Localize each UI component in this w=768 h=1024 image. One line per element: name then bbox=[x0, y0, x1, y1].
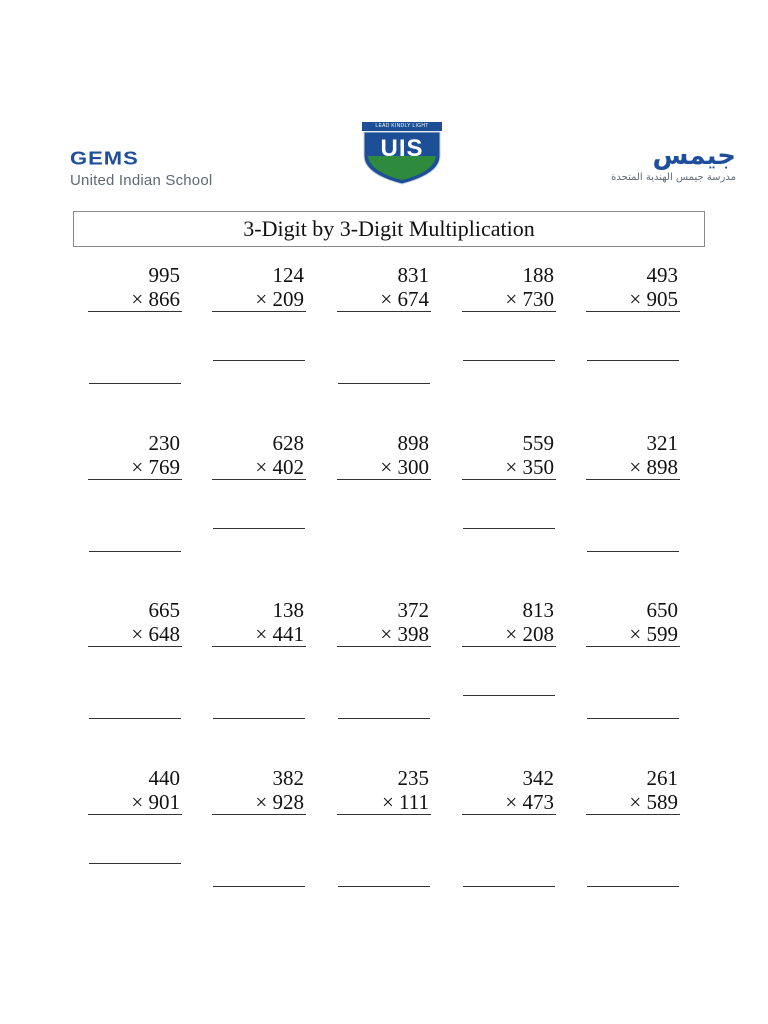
multiplication-problem bbox=[212, 263, 306, 312]
multiplier: × 901 bbox=[88, 790, 182, 815]
multiplication-problem bbox=[462, 766, 556, 815]
multiplier: × 350 bbox=[462, 455, 556, 480]
multiplicand: 650 bbox=[646, 598, 678, 622]
answer-line[interactable] bbox=[587, 886, 679, 887]
multiplier: × 928 bbox=[212, 790, 306, 815]
multiplicand: 230 bbox=[148, 431, 180, 455]
multiplicand: 382 bbox=[272, 766, 304, 790]
multiplicand: 813 bbox=[522, 598, 554, 622]
multiplier: × 300 bbox=[337, 455, 431, 480]
multiplication-problem bbox=[337, 766, 431, 815]
multiplier: × 730 bbox=[462, 287, 556, 312]
multiplicand: 831 bbox=[397, 263, 429, 287]
multiplicand: 440 bbox=[148, 766, 180, 790]
multiplier: × 398 bbox=[337, 622, 431, 647]
multiplicand: 493 bbox=[646, 263, 678, 287]
multiplication-problem bbox=[337, 598, 431, 647]
answer-line[interactable] bbox=[213, 360, 305, 361]
answer-line[interactable] bbox=[338, 718, 430, 719]
multiplier: × 898 bbox=[586, 455, 680, 480]
multiplication-problem bbox=[586, 263, 680, 312]
multiplicand: 995 bbox=[148, 263, 180, 287]
multiplicand: 321 bbox=[646, 431, 678, 455]
answer-line[interactable] bbox=[338, 886, 430, 887]
answer-line[interactable] bbox=[89, 551, 181, 552]
multiplier: × 208 bbox=[462, 622, 556, 647]
answer-line[interactable] bbox=[89, 863, 181, 864]
multiplicand: 372 bbox=[397, 598, 429, 622]
uis-logo-text: UIS bbox=[380, 135, 424, 162]
answer-line[interactable] bbox=[463, 528, 555, 529]
gems-logo-subtitle: United Indian School bbox=[70, 172, 213, 189]
answer-line[interactable] bbox=[89, 383, 181, 384]
answer-line[interactable] bbox=[463, 360, 555, 361]
multiplier: × 769 bbox=[88, 455, 182, 480]
multiplicand: 188 bbox=[522, 263, 554, 287]
multiplier: × 905 bbox=[586, 287, 680, 312]
uis-logo-tagline: LEAD KINDLY LIGHT bbox=[375, 123, 429, 129]
multiplicand: 628 bbox=[272, 431, 304, 455]
multiplier: × 209 bbox=[212, 287, 306, 312]
multiplicand: 342 bbox=[522, 766, 554, 790]
arabic-logo-subtitle: مدرسة جيمس الهندية المتحدة bbox=[611, 172, 736, 183]
multiplicand: 124 bbox=[272, 263, 304, 287]
multiplicand: 559 bbox=[522, 431, 554, 455]
multiplicand: 898 bbox=[397, 431, 429, 455]
answer-line[interactable] bbox=[463, 886, 555, 887]
multiplication-problem bbox=[212, 766, 306, 815]
multiplication-problem bbox=[586, 766, 680, 815]
multiplier: × 441 bbox=[212, 622, 306, 647]
multiplier: × 111 bbox=[337, 790, 431, 815]
answer-line[interactable] bbox=[587, 551, 679, 552]
multiplication-problem bbox=[462, 263, 556, 312]
multiplication-problem bbox=[586, 431, 680, 480]
multiplier: × 866 bbox=[88, 287, 182, 312]
multiplication-problem bbox=[88, 598, 182, 647]
multiplication-problem bbox=[337, 431, 431, 480]
multiplicand: 261 bbox=[646, 766, 678, 790]
multiplier: × 402 bbox=[212, 455, 306, 480]
gems-logo-word: GEMS bbox=[70, 147, 139, 169]
worksheet-title: 3-Digit by 3-Digit Multiplication bbox=[73, 211, 705, 247]
multiplication-problem bbox=[88, 766, 182, 815]
arabic-logo-word: جيمس bbox=[652, 141, 736, 171]
multiplicand: 665 bbox=[148, 598, 180, 622]
multiplier: × 648 bbox=[88, 622, 182, 647]
answer-line[interactable] bbox=[213, 528, 305, 529]
multiplication-problem bbox=[586, 598, 680, 647]
multiplication-problem bbox=[212, 598, 306, 647]
multiplicand: 138 bbox=[272, 598, 304, 622]
multiplication-problem bbox=[212, 431, 306, 480]
multiplier: × 589 bbox=[586, 790, 680, 815]
multiplication-problem bbox=[462, 598, 556, 647]
multiplication-problem bbox=[337, 263, 431, 312]
multiplication-problem bbox=[88, 263, 182, 312]
multiplicand: 235 bbox=[397, 766, 429, 790]
answer-line[interactable] bbox=[89, 718, 181, 719]
answer-line[interactable] bbox=[213, 718, 305, 719]
answer-line[interactable] bbox=[587, 360, 679, 361]
multiplier: × 599 bbox=[586, 622, 680, 647]
multiplication-problem bbox=[462, 431, 556, 480]
answer-line[interactable] bbox=[338, 383, 430, 384]
answer-line[interactable] bbox=[587, 718, 679, 719]
answer-line[interactable] bbox=[213, 886, 305, 887]
answer-line[interactable] bbox=[463, 695, 555, 696]
multiplier: × 473 bbox=[462, 790, 556, 815]
multiplier: × 674 bbox=[337, 287, 431, 312]
multiplication-problem bbox=[88, 431, 182, 480]
